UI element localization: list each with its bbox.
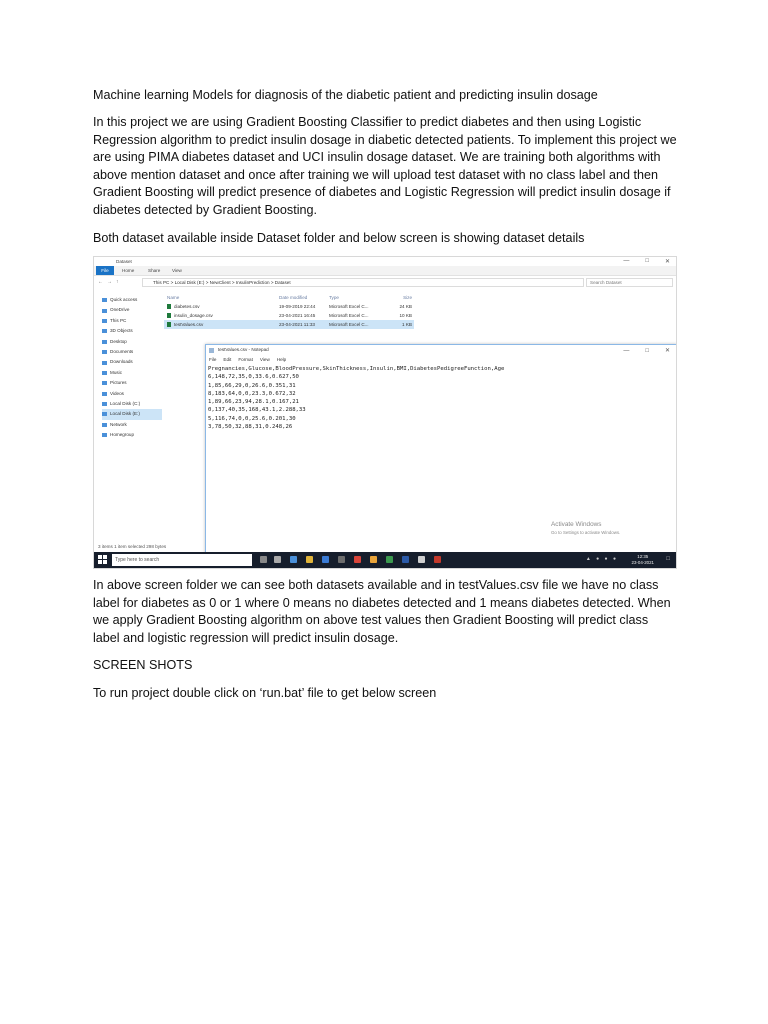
excel-file-icon <box>167 322 171 327</box>
close-icon[interactable]: ✕ <box>664 348 670 354</box>
file-list <box>164 293 414 329</box>
pictures-icon <box>102 381 107 385</box>
notepad-line: 1,85,66,29,0,26.6,0.351,31 <box>208 382 296 389</box>
system-tray-icons[interactable]: ▲ ● ● ● <box>585 556 618 562</box>
clock-date: 23-04-2021 <box>631 560 654 565</box>
ribbon-tab-home[interactable]: Home <box>122 268 135 273</box>
taskbar <box>94 552 676 568</box>
cortana-icon[interactable] <box>260 556 267 563</box>
status-bar: 3 items 1 item selected 298 bytes <box>98 544 167 549</box>
nav-item[interactable] <box>102 430 162 440</box>
navigation-pane <box>102 295 162 440</box>
music-icon <box>102 371 107 375</box>
watermark-line1: Activate Windows <box>551 521 602 528</box>
nav-item-label: Homegroup <box>110 432 135 438</box>
notepad-line: 6,148,72,35,0,33.6,0.627,50 <box>208 374 299 381</box>
nav-item-label: This PC <box>110 317 127 323</box>
nav-item[interactable] <box>102 357 162 367</box>
maximize-icon[interactable]: □ <box>645 348 649 354</box>
notepad-title: testValues.csv - Notepad <box>218 347 269 352</box>
explorer-title: Dataset <box>116 259 132 264</box>
nav-item[interactable] <box>102 378 162 388</box>
close-icon[interactable]: ✕ <box>664 259 670 265</box>
notepad-menu <box>209 357 286 362</box>
task-view-icon[interactable] <box>274 556 281 563</box>
document-title-line: Machine learning Models for diagnosis of the diabetic patient and predicting insulin dosage <box>93 88 598 102</box>
ribbon-tab-file[interactable]: File <box>96 266 114 275</box>
notepad-menu-item[interactable]: View <box>259 357 270 362</box>
watermark-line2: Go to Settings to activate Windows. <box>551 530 621 535</box>
address-bar-row <box>94 276 676 288</box>
file-row[interactable] <box>164 320 414 329</box>
taskbar-search-input[interactable]: Type here to search <box>112 554 252 566</box>
nav-item[interactable] <box>102 389 162 399</box>
notepad-line: 3,78,50,32,88,31,0.248,26 <box>208 424 293 431</box>
file-date: 19-09-2019 22:44 <box>279 304 316 309</box>
notepad-titlebar <box>206 345 676 355</box>
minimize-icon[interactable]: — <box>623 348 630 354</box>
explorer-screenshot <box>93 256 677 569</box>
download-icon <box>102 361 107 365</box>
ie-icon[interactable] <box>322 556 329 563</box>
nav-item-label: Network <box>110 421 127 427</box>
nav-item[interactable] <box>102 399 162 409</box>
notepad-menu-item[interactable]: Format <box>238 357 253 362</box>
cloud-icon <box>102 309 107 313</box>
search-input[interactable]: Search Dataset <box>586 278 673 287</box>
nav-item-label: Videos <box>110 390 124 396</box>
file-row[interactable] <box>164 302 414 311</box>
nav-item-label: Documents <box>110 348 134 354</box>
run-instruction: To run project double click on ‘run.bat’ file to get below screen <box>93 686 437 700</box>
notification-icon[interactable]: □ <box>666 556 670 562</box>
ribbon <box>94 266 676 276</box>
column-date[interactable]: Date modified <box>279 295 308 300</box>
file-list-header <box>164 293 414 302</box>
edge-icon[interactable] <box>290 556 297 563</box>
nav-item[interactable] <box>102 305 162 315</box>
taskbar-clock[interactable] <box>632 554 654 566</box>
explorer-titlebar <box>94 257 676 266</box>
notepad-line: Pregnancies,Glucose,BloodPressure,SkinThickness,Insulin,BMI,DiabetesPedigreeFunction,Age <box>208 366 505 372</box>
nav-item[interactable] <box>102 326 162 336</box>
screenshots-heading: SCREEN SHOTS <box>93 658 193 672</box>
nav-item[interactable] <box>102 409 162 419</box>
homegroup-icon <box>102 433 107 437</box>
documents-icon <box>102 350 107 354</box>
column-size[interactable]: Size <box>403 295 412 300</box>
file-type: Microsoft Excel C... <box>329 313 369 318</box>
app-icon-green[interactable] <box>386 556 393 563</box>
file-explorer-icon[interactable] <box>306 556 313 563</box>
excel-file-icon <box>167 304 171 309</box>
nav-item-label: 3D Objects <box>110 328 133 334</box>
windows-start-icon[interactable] <box>98 555 107 564</box>
file-type: Microsoft Excel C... <box>329 322 369 327</box>
nav-item[interactable] <box>102 368 162 378</box>
nav-item-label: Quick access <box>110 297 138 302</box>
file-date: 23-04-2021 16:45 <box>279 313 316 318</box>
file-type: Microsoft Excel C... <box>329 304 369 309</box>
notepad-menu-item[interactable]: File <box>209 357 217 362</box>
notepad-icon <box>209 348 214 353</box>
notepad-menu-item[interactable]: Help <box>276 357 287 362</box>
address-path[interactable]: This PC > Local Disk (E:) > NewClient > InsulinPrediction > Dataset <box>142 278 584 287</box>
nav-item[interactable] <box>102 337 162 347</box>
nav-item[interactable] <box>102 420 162 430</box>
computer-icon <box>102 319 107 323</box>
explanation-paragraph: In above screen folder we can see both datasets available and in testValues.csv file we have no class label for diabetes as 0 or 1 where 0 means no diabetes detected and 1 means diabetes detected. When we apply Gradient Boosting algorithm on above test values then Gradient Boosting will predict class label and logistic regression will predict insulin dosage. <box>93 578 671 645</box>
nav-item[interactable] <box>102 316 162 326</box>
notepad-line: 8,183,64,0,0,23.3,0.672,32 <box>208 390 296 397</box>
nav-arrows-icon[interactable]: ←→↑ <box>98 279 123 285</box>
file-size: 1 KB <box>402 322 412 327</box>
file-size: 24 KB <box>399 304 412 309</box>
cube-icon <box>102 329 107 333</box>
notepad-line: 5,116,74,0,0,25.6,0.201,30 <box>208 415 296 422</box>
app-icon-red[interactable] <box>354 556 361 563</box>
activation-watermark <box>551 521 620 537</box>
notepad-menu-item[interactable]: Edit <box>223 357 232 362</box>
drive-icon <box>102 402 107 406</box>
nav-item-label: Downloads <box>110 359 133 365</box>
nav-item-label: OneDrive <box>110 307 130 313</box>
minimize-icon[interactable]: — <box>623 258 630 264</box>
nav-item-label: Local Disk (E:) <box>110 411 140 417</box>
clock-time: 12:35 <box>637 554 649 559</box>
excel-file-icon <box>167 313 171 318</box>
file-size: 10 KB <box>399 313 412 318</box>
file-name: testValues.csv <box>174 322 204 327</box>
file-name: insulin_dosage.csv <box>174 313 213 318</box>
star-icon <box>102 298 107 302</box>
file-name: diabetes.csv <box>174 304 200 309</box>
intro-paragraph: In this project we are using Gradient Boosting Classifier to predict diabetes and then using Logistic Regression algorithm to predict insulin dosage in diabetic detected patients. To implement this project we are using PIMA diabetes dataset and UCI insulin dosage dataset. We are training both algorithms with above mention dataset and once after training we will upload test dataset with no class label and then Gradient Boosting will predict presence of diabetes and Logistic Regression will predict insulin dosage if diabetes detected by Gradient Boosting. <box>93 115 677 217</box>
notepad-line: 1,89,66,23,94,28.1,0.167,21 <box>208 399 299 406</box>
app-icon-grey[interactable] <box>418 556 425 563</box>
drive-icon <box>102 412 107 416</box>
maximize-icon[interactable]: □ <box>645 258 649 264</box>
nav-item-label: Desktop <box>110 338 127 344</box>
nav-item-label: Local Disk (C:) <box>110 400 141 406</box>
app-icon-dark-red[interactable] <box>434 556 441 563</box>
notepad-window <box>205 344 677 554</box>
column-type[interactable]: Type <box>329 295 339 300</box>
notepad-taskbar-icon[interactable] <box>338 556 345 563</box>
notepad-line: 0,137,40,35,168,43.1,2.288,33 <box>208 407 306 414</box>
ribbon-tab-view[interactable]: View <box>172 268 182 273</box>
network-icon <box>102 423 107 427</box>
notepad-text-area[interactable] <box>208 365 504 431</box>
column-name[interactable]: Name <box>167 295 180 300</box>
videos-icon <box>102 392 107 396</box>
desktop-icon <box>102 340 107 344</box>
nav-item[interactable] <box>102 295 162 305</box>
file-date: 23-04-2021 11:33 <box>279 322 315 327</box>
nav-item-label: Pictures <box>110 380 127 386</box>
file-row[interactable] <box>164 311 414 320</box>
nav-item-label: Music <box>110 369 122 375</box>
nav-item[interactable] <box>102 347 162 357</box>
ribbon-tab-share[interactable]: Share <box>148 268 161 273</box>
dataset-paragraph: Both dataset available inside Dataset folder and below screen is showing dataset details <box>93 231 585 245</box>
word-icon[interactable] <box>402 556 409 563</box>
chrome-icon[interactable] <box>370 556 377 563</box>
